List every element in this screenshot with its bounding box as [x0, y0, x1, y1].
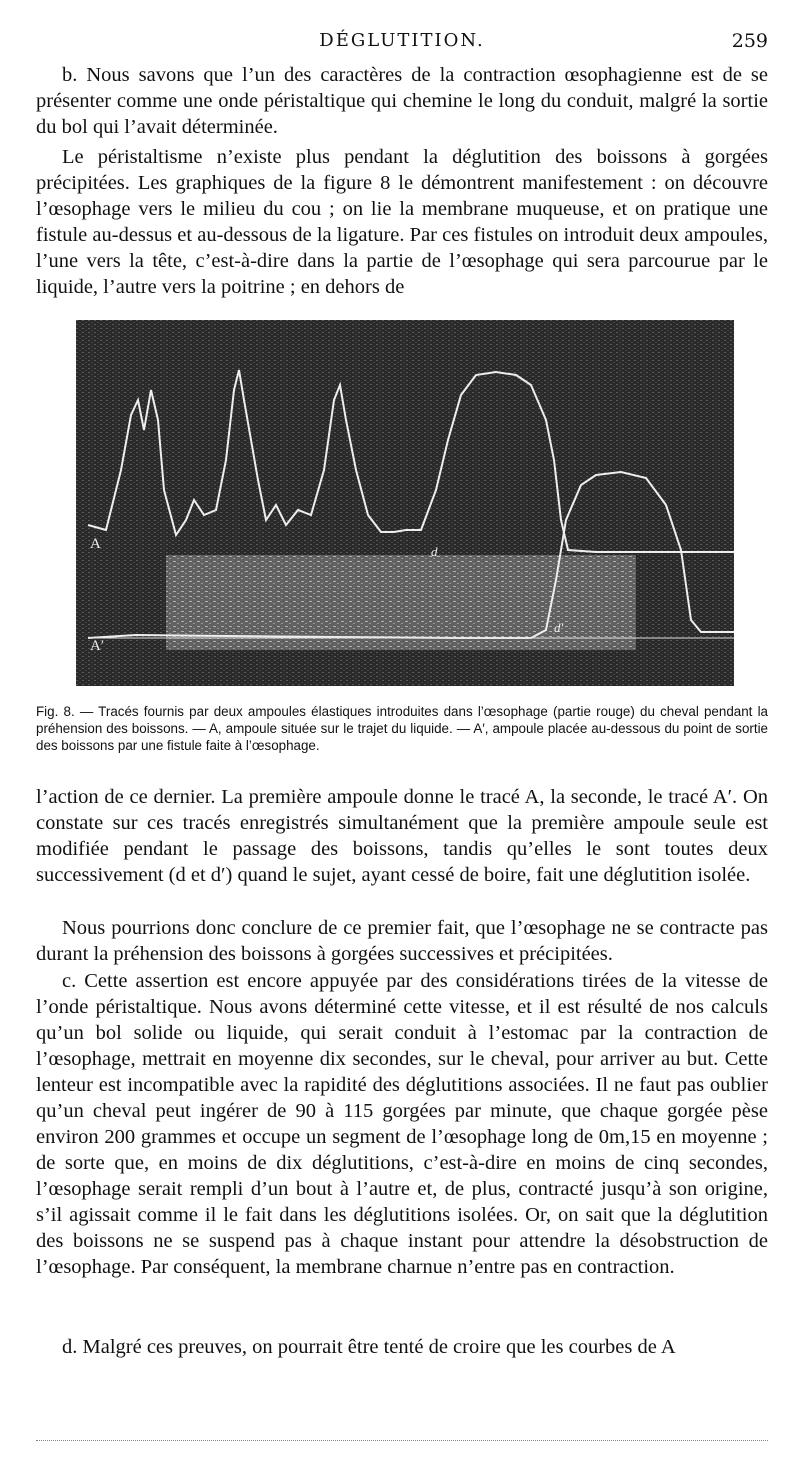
running-header [36, 30, 768, 58]
paragraph-b: b. Nous savons que l’un des caractères de la contraction œsophagienne est de se présenter comme une onde péristaltique qui chemine le long du conduit, malgré la sortie du bol qui l’avait déterminée. [36, 64, 768, 138]
label-a: A [90, 536, 101, 552]
figure-caption: Fig. 8. — Tracés fournis par deux ampoules élastiques introduites dans l’œsophage (partie rouge) du cheval pendant la préhension des boissons. — A, ampoule située sur le trajet du liquide. — A′, ampoule placée au-dessous du point de sortie des boissons par une fistule faite à l’œsophage. [36, 704, 768, 753]
paragraph-peristaltism: Le péristaltisme n’existe plus pendant la déglutition des boissons à gorgées précipitées. Les graphiques de la figure 8 le démontrent manifestement : on découvre l’œsophage vers le milieu du cou ; on lie la membrane muqueuse, et on pratique une fistule au-dessus et au-dessous de la ligature. Par ces fistules on introduit deux ampoules, l’une vers la tête, c’est-à-dire dans la partie de l’œsophage qui sera parcourue par le liquide, l’autre vers la poitrine ; en dehors de [36, 146, 768, 298]
paragraph-action: l’action de ce dernier. La première ampoule donne le tracé A, la seconde, le tracé A′. On constate sur ces tracés enregistrés simultanément que la première ampoule seule est modifiée pendant le passage des boissons, tandis qu’elles le sont toutes deux successivement (d et d′) quand le sujet, ayant cessé de boire, fait une déglutition isolée. [36, 786, 768, 886]
label-d-prime: d′ [554, 620, 564, 635]
tracing-graph [76, 320, 734, 686]
paragraph-conclusion: Nous pourrions donc conclure de ce premier fait, que l’œsophage ne se contracte pas durant la préhension des boissons à gorgées successives et précipitées. [36, 917, 768, 965]
figure-8-tracings [76, 320, 734, 686]
footer-rule [36, 1440, 768, 1441]
label-a-prime: A′ [90, 638, 105, 654]
running-title: DÉGLUTITION. [319, 30, 485, 51]
paragraph-c: c. Cette assertion est encore appuyée par des considérations tirées de la vitesse de l’onde péristaltique. Nous avons déterminé cette vitesse, et il est résulté de nos calculs qu’un bol solide ou liquide, qui serait conduit à l’estomac par la contraction de l’œsophage, mettrait en moyenne dix secondes, sur le cheval, pour arriver au but. Cette lenteur est incompatible avec la rapidité des déglutitions associées. Il ne faut pas oublier qu’un cheval peut ingérer de 90 à 115 gorgées par minute, que chaque gorgée pèse environ 200 grammes et occupe un segment de l’œsophage long de 0m,15 en moyenne ; de sorte que, en moins de dix déglutitions, c’est-à-dire en moins de cinq secondes, l’œsophage serait rempli d’un bout à l’autre et, de plus, contracté jusqu’à son origine, s’il agissait comme il le fait dans les déglutitions isolées. Or, on sait que la déglutition des boissons ne se suspend pas à chaque instant pour attendre la désobstruction de l’œsophage. Par conséquent, la membrane charnue n’entre pas en contraction. [36, 970, 768, 1278]
paragraph-d: d. Malgré ces preuves, on pourrait être tenté de croire que les courbes de A [62, 1336, 676, 1358]
label-d: d [431, 544, 438, 559]
page-number: 259 [731, 30, 768, 52]
